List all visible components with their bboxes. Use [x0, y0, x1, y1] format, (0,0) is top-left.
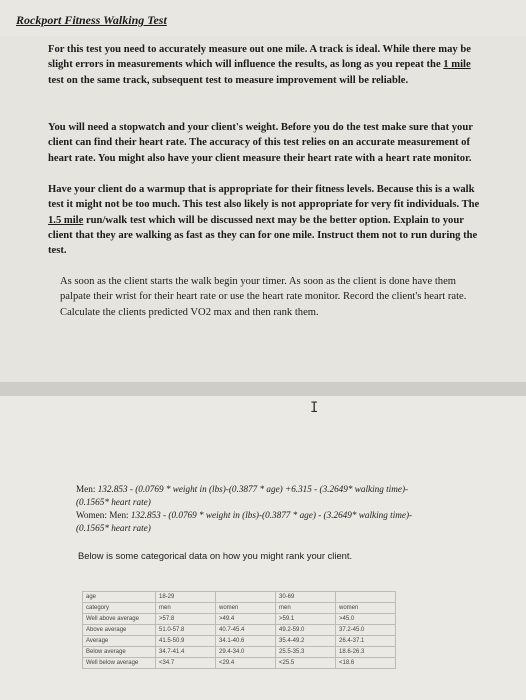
formula-women-line1 — [76, 509, 496, 522]
formula-men-line2: (0.1565* heart rate) — [76, 497, 151, 507]
p1-line3: test on the same track, subsequent test to measure improvement will be reliable. — [48, 74, 409, 86]
table-row — [83, 614, 396, 625]
table-cell: Well above average — [83, 614, 156, 625]
table-cell — [216, 592, 276, 603]
paragraph-1 — [48, 42, 508, 88]
table-cell: age — [83, 592, 156, 603]
table-cell: women — [336, 603, 396, 614]
table-cell: <25.5 — [276, 658, 336, 669]
table-cell: 37.2-45.0 — [336, 625, 396, 636]
table-intro: Below is some categorical data on how you might rank your client. — [78, 550, 353, 561]
formula-women-label: Women: Men: — [76, 510, 131, 520]
table-cell: <18.6 — [336, 658, 396, 669]
formula-men-label: Men: — [76, 484, 98, 494]
table-cell: <34.7 — [156, 658, 216, 669]
table-row — [83, 658, 396, 669]
table-cell: Below average — [83, 647, 156, 658]
paragraph-2 — [48, 120, 508, 166]
p2-line2: client can find their heart rate. The accuracy of this test relies on an accurate measurement of — [48, 137, 470, 149]
table-cell: 25.5-35.3 — [276, 647, 336, 658]
table-cell: >59.1 — [276, 614, 336, 625]
formula-women-text: 132.853 - (0.0769 * weight in (lbs)-(0.3877 * age) - (3.2649* walking time)- — [130, 510, 413, 520]
p3-line2: test it might not be too much. This test also likely is not appropriate for very fit individuals. The — [48, 199, 480, 211]
table-cell: 41.5-50.9 — [156, 636, 216, 647]
table-cell: <29.4 — [216, 658, 276, 669]
p3-text: run/walk test which will be discussed next may be the better option. Explain to your — [83, 214, 464, 226]
table-cell: 30-69 — [276, 592, 336, 603]
table-cell: >45.0 — [336, 614, 396, 625]
table-cell: 51.0-57.8 — [156, 625, 216, 636]
table-cell: 26.4-37.1 — [336, 636, 396, 647]
formula-women-line2: (0.1565* heart rate) — [76, 523, 151, 533]
p4-line2: palpate their wrist for their heart rate or use the heart rate monitor. Record the client's heart rate. — [60, 291, 467, 303]
table-cell: women — [216, 603, 276, 614]
table-cell: 49.2-59.0 — [276, 625, 336, 636]
table-cell: 34.1-40.6 — [216, 636, 276, 647]
table-cell: Average — [83, 636, 156, 647]
p1-underline: 1 mile — [443, 59, 471, 71]
table-cell: Well below average — [83, 658, 156, 669]
formula-women — [76, 509, 496, 535]
p2-line1: You will need a stopwatch and your client's weight. Before you do the test make sure that your — [48, 122, 473, 133]
p3-line4: client that they are walking as fast as they can for one mile. Instruct them not to run during the — [48, 229, 478, 241]
p3-line1: Have your client do a warmup that is appropriate for their fitness levels. Because this is a walk — [48, 184, 475, 195]
page-divider — [0, 382, 526, 396]
table-cell: men — [156, 603, 216, 614]
table-cell: 35.4-49.2 — [276, 636, 336, 647]
p1-line1: For this test you need to accurately measure out one mile. A track is ideal. While there may be — [48, 44, 471, 55]
p3-line5: test. — [48, 245, 67, 257]
formula-men-text: 132.853 - (0.0769 * weight in (lbs)-(0.3877 * age) +6.315 - (3.2649* walking time)- — [97, 484, 409, 494]
formula-men — [76, 483, 496, 509]
table-cell — [336, 592, 396, 603]
table-cell: 18.6-26.3 — [336, 647, 396, 658]
formula-men-line1 — [76, 483, 496, 496]
doc-header — [0, 0, 526, 36]
table-cell: Above average — [83, 625, 156, 636]
table-cell: >49.4 — [216, 614, 276, 625]
p4-line1: As soon as the client starts the walk begin your timer. As soon as the client is done have them — [60, 276, 457, 287]
table-cell: category — [83, 603, 156, 614]
p3-line3 — [48, 213, 508, 228]
table-cell: 18-29 — [156, 592, 216, 603]
p1-line2 — [48, 57, 508, 72]
table-row — [83, 647, 396, 658]
table-cell: 40.7-45.4 — [216, 625, 276, 636]
paragraph-4 — [60, 274, 510, 320]
table-cell: men — [276, 603, 336, 614]
table-group-row — [83, 592, 396, 603]
table-row — [83, 636, 396, 647]
p2-line3: heart rate. You might also have your client measure their heart rate with a heart rate monitor. — [48, 152, 472, 164]
table-row — [83, 625, 396, 636]
paragraph-3 — [48, 182, 508, 258]
table-cell: 29.4-34.0 — [216, 647, 276, 658]
text-cursor-icon: I — [310, 400, 319, 416]
table-cell: 34.7-41.4 — [156, 647, 216, 658]
p3-underline: 1.5 mile — [48, 214, 84, 226]
p1-text: slight errors in measurements which will influence the results, as long as you repeat the — [48, 59, 444, 71]
p4-line3: Calculate the clients predicted VO2 max and then rank them. — [60, 306, 319, 318]
vo2-ranking-table — [82, 591, 396, 669]
table-header-row — [83, 603, 396, 614]
table-cell: >57.8 — [156, 614, 216, 625]
doc-title: Rockport Fitness Walking Test — [16, 13, 167, 27]
